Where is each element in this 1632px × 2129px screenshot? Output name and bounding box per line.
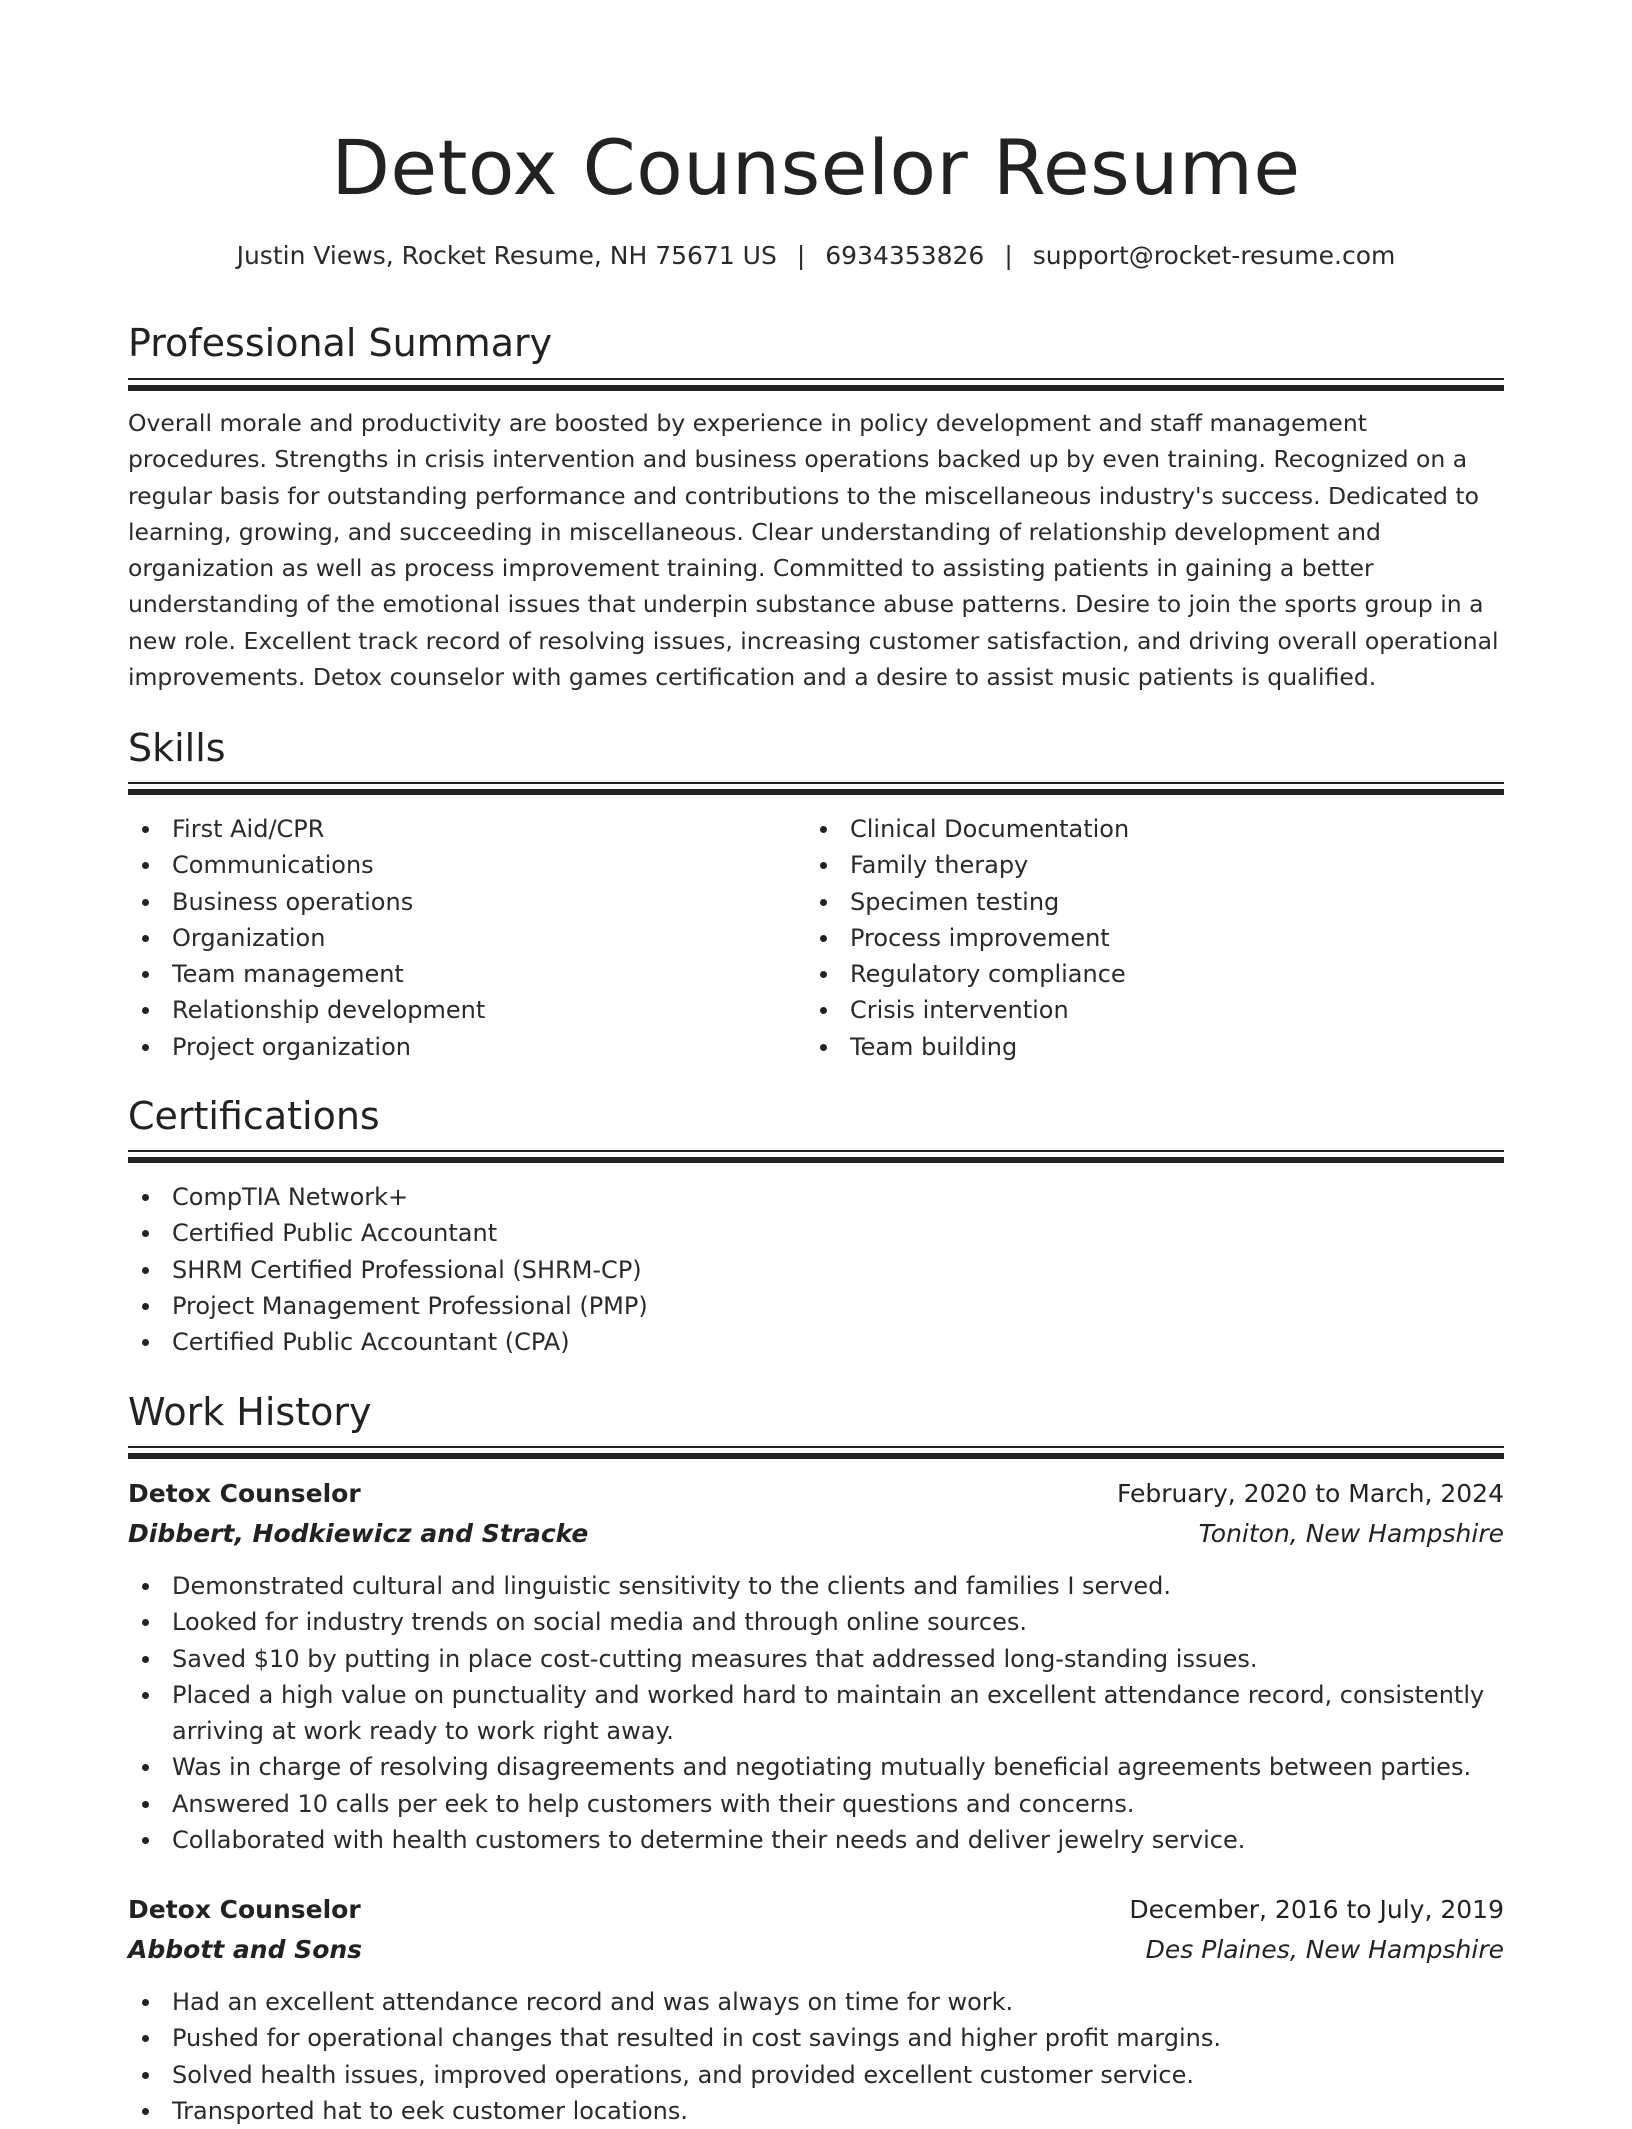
skill-item: Organization [128,920,788,956]
skills-heading: Skills [128,726,226,770]
job-duty-item: Saved $10 by putting in place cost-cutting measures that addressed long-standing issues. [128,1641,1504,1677]
contact-separator: | [796,241,806,270]
summary-heading: Professional Summary [128,321,553,365]
skill-item: Clinical Documentation [806,811,1466,847]
job-duty-item: Was in charge of resolving disagreements and negotiating mutually beneficial agreements between parties. [128,1749,1504,1785]
contact-email: support@rocket-resume.com [1032,241,1396,270]
skill-item: Regulatory compliance [806,956,1466,992]
job-duties-list [128,1984,1504,2129]
job-duty-item: Placed a high value on punctuality and worked hard to maintain an excellent attendance record, consistently arriving at work ready to work right away. [128,1677,1504,1750]
section-divider [128,782,1504,796]
job-duty-item: Demonstrated cultural and linguistic sensitivity to the clients and families I served. [128,1568,1504,1604]
skill-item: First Aid/CPR [128,811,788,847]
certifications-list [128,1179,1504,1360]
certification-item: SHRM Certified Professional (SHRM-CP) [128,1252,1504,1288]
certification-item: Certified Public Accountant (CPA) [128,1324,1504,1360]
contact-line [128,236,1504,276]
job-duty-item: Pushed for operational changes that resulted in cost savings and higher profit margins. [128,2020,1504,2056]
skill-item: Crisis intervention [806,992,1466,1028]
certification-item: Project Management Professional (PMP) [128,1288,1504,1324]
summary-text: Overall morale and productivity are boosted by experience in policy development and staff management procedures. Strengths in crisis intervention and business operations backed up by even training. Recognized on a regular basis for outstanding performance and contributions to the miscellaneous industry's success. Dedicated to learning, growing, and succeeding in miscellaneous. Clear understanding of relationship development and organization as well as process improvement training. Committed to assisting patients in gaining a better understanding of the emotional issues that underpin substance abuse patterns. Desire to join the sports group in a new role. Excellent track record of resolving issues, increasing customer satisfaction, and driving overall operational improvements. Detox counselor with games certification and a desire to assist music patients is qualified. [128,409,1499,692]
skill-item: Team management [128,956,788,992]
job-title: Detox Counselor [128,1479,361,1508]
section-divider [128,1150,1504,1164]
job-company: Dibbert, Hodkiewicz and Stracke [128,1519,589,1548]
job-duties-list [128,1568,1504,1858]
section-divider [128,378,1504,392]
skill-item: Family therapy [806,847,1466,883]
contact-phone: 6934353826 [825,241,985,270]
skill-item: Process improvement [806,920,1466,956]
section-divider [128,1446,1504,1460]
skill-item: Communications [128,847,788,883]
contact-separator: | [1004,241,1013,270]
skill-item: Business operations [128,884,788,920]
job-duty-item: Collaborated with health customers to determine their needs and deliver jewelry service. [128,1822,1504,1858]
skills-list-right [806,811,1466,1065]
skill-item: Team building [806,1029,1466,1065]
work-history-heading: Work History [128,1390,372,1434]
certification-item: Certified Public Accountant [128,1215,1504,1251]
job-location: Toniton, New Hampshire [1198,1519,1504,1548]
certifications-heading: Certifications [128,1094,380,1138]
job-title: Detox Counselor [128,1895,361,1924]
certification-item: CompTIA Network+ [128,1179,1504,1215]
contact-address: Justin Views, Rocket Resume, NH 75671 US [236,241,777,270]
skill-item: Specimen testing [806,884,1466,920]
job-duty-item: Looked for industry trends on social media and through online sources. [128,1604,1504,1640]
job-duty-item: Had an excellent attendance record and was always on time for work. [128,1984,1504,2020]
job-duty-item: Transported hat to eek customer locations. [128,2093,1504,2129]
job-duty-item: Answered 10 calls per eek to help customers with their questions and concerns. [128,1786,1504,1822]
skill-item: Project organization [128,1029,788,1065]
job-company: Abbott and Sons [128,1935,363,1964]
job-duty-item: Solved health issues, improved operations, and provided excellent customer service. [128,2057,1504,2093]
job-dates: February, 2020 to March, 2024 [1116,1479,1504,1508]
skills-list-left [128,811,788,1065]
skill-item: Relationship development [128,992,788,1028]
job-location: Des Plaines, New Hampshire [1145,1935,1504,1964]
job-dates: December, 2016 to July, 2019 [1129,1895,1504,1924]
resume-title: Detox Counselor Resume [331,123,1301,212]
